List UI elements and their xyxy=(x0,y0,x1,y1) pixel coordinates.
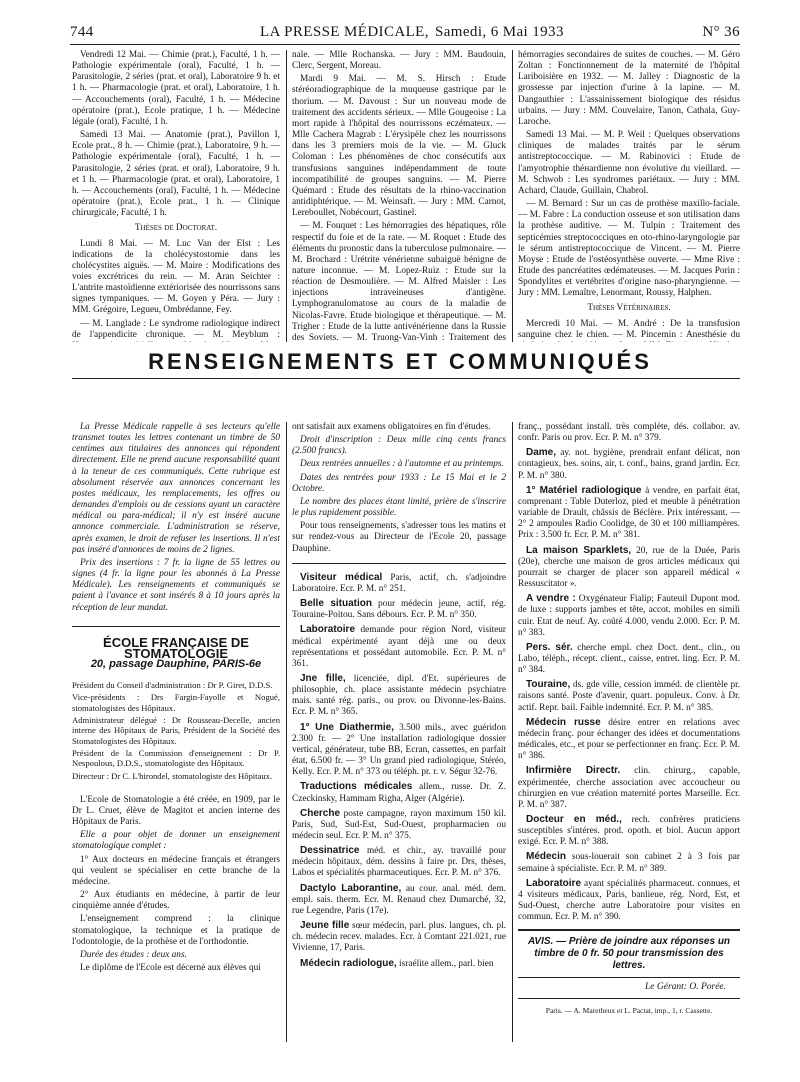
separator xyxy=(292,563,506,564)
classified-ad: 1° Une Diathermie, 3.500 mils., avec guéridon 2.300 fr. — 2° Une installation radiologique dossier vertical, générateur, tube BB, Ecran, cassettes, en parfait état, 6.500 fr. — 3° Un grand pied radiologique, Stéréo, Kelly. Ecr. P. M. n° 373 ou téléph. pr. r. v. Ségur 32-76. xyxy=(292,721,506,778)
classified-ad: Visiteur médical Paris, actif, ch. s'adjoindre Laboratoire. Ecr. P. M. n° 251. xyxy=(292,571,506,594)
running-header xyxy=(70,24,740,42)
school-paragraph: Dates des rentrées pour 1933 : Le 15 Mai et le 2 Octobre. xyxy=(292,472,506,494)
column-divider xyxy=(512,50,513,342)
separator xyxy=(72,626,280,627)
classified-ad: Laboratoire ayant spécialités pharmaceut. connues, et 4 visiteurs médicaux, Paris, banlieue, rég. Nord, Est, et Sud-Ouest, cherche autre Laboratoire pour visites en commun. Ecr. P. M. n° 390. xyxy=(518,877,740,923)
subsection-heading: Thèses de Doctorat. xyxy=(134,223,218,234)
classified-ad: Dessinatrice méd. et chir., ay. travaillé pour médecin hôpitaux, dém. dessins à faire pr. Drs, thèses, Labos et spécialités pharmaceutiques. Ecr. P. M. n° 376. xyxy=(292,845,506,879)
bottom-column-1 xyxy=(72,422,280,1042)
board-member: Président du Conseil d'administration : Dr P. Giret, D.D.S. xyxy=(72,680,273,691)
journal-title: LA PRESSE MÉDICALE, xyxy=(260,24,429,40)
school-paragraph: Durée des études : deux ans. xyxy=(80,949,187,960)
separator xyxy=(518,998,740,999)
classified-ad: Docteur en méd., rech. confrères praticiens susceptibles s'intéres. prod. opoth. et biol. Aucun apport exigé. Ecr. P. M. n° 388. xyxy=(518,814,740,848)
section-title: RENSEIGNEMENTS ET COMMUNIQUÉS xyxy=(148,349,652,374)
printer-imprint: Paris. — A. Maretheux et L. Pactat, imp., 1, r. Cassette. xyxy=(545,1005,713,1015)
separator xyxy=(518,977,740,978)
classified-ad: Médecin radiologue, israélite allem., parl. bien xyxy=(300,957,494,969)
school-paragraph: Elle a pour objet de donner un enseignement stomatologique complet : xyxy=(72,830,280,852)
bottom-column-3 xyxy=(518,422,740,1052)
exam-paragraph: Samedi 13 Mai. — Anatomie (prat.), Pavillon I, Ecole prat., 8 h. — Chimie (prat.), Laboratoire, 9 h. — Pathologie expérimentale (oral), Faculté, 1 h. — Parasitologie, 2 séries (prat. et oral), Laboratoire, 9 h. et 1 h. — Pharmacologie (prat. et oral), Laboratoire, 1 h. — Accouchements (oral), Faculté, 1 h. — Médecine opératoire (prat.), Ecole prat., 1 h. — Clinique chirurgicale, Faculté, 1 h. xyxy=(72,130,280,219)
managing-editor: Le Gérant: O. Porée. xyxy=(645,982,726,993)
header-rule xyxy=(70,44,740,45)
top-column-3 xyxy=(518,50,740,342)
classified-ad: A vendre : Oxygénateur Fialip; Fauteuil Dupont mod. de luxe : supports jambes et tête, accot. mobiles en simili cuir. Etat de neuf. Ay. coûté 4.000, vendu 2.000. Ecr. P. M. n° 383. xyxy=(518,593,740,638)
classified-ad: Dactylo Laborantine, au cour. anal. méd. dem. empl. sais. therm. Ecr. M. Renaud chez Dumarché, 32, rue Legendre, Paris (17e). xyxy=(292,882,506,916)
board-member: Administrateur délégué : Dr Rousseau-Decelle, ancien interne des Hôpitaux de Paris, Président de la Société des Stomatologistes des Hôpitaux. xyxy=(72,715,280,746)
school-title: ÉCOLE FRANÇAISE DE STOMATOLOGIE xyxy=(103,634,249,661)
avis-notice: AVIS. — Prière de joindre aux réponses un timbre de 0 fr. 50 pour transmission des lettres. xyxy=(527,936,731,972)
school-paragraph: ont satisfait aux examens obligatoires en fin d'études. xyxy=(292,422,491,432)
school-paragraph: 1° Aux docteurs en médecine français et étrangers qui veulent se spécialiser en cette branche de la médecine. xyxy=(72,854,280,887)
classified-ad: 1° Matériel radiologique à vendre, en parfait état, comprenant : Table Duterloz, pied et meuble à pénétration variable de Drault, châssis de Béclère. Prix intéressant. — 2° 2 ampoules Radio Coolidge, de 30 et 100 milliampères. Prix : 3.500 fr. Ecr. P. M. n° 381. xyxy=(518,484,740,541)
board-member: Directeur : Dr C. L'hirondel, stomatologiste des Hôpitaux. xyxy=(72,770,273,781)
classified-ad: Cherche poste campagne, rayon maximum 150 kil. Paris, Sud, Sud-Est, Sud-Ouest, propharmacien ou médecin seul. Ecr. P. M. n° 375. xyxy=(292,807,506,841)
classified-ad: Jeune fille sœur médecin, parl. plus. langues, ch. pl. ch. médecin recev. malades. Ecr. à Comtant 221.021, rue Vivienne, 17, Paris. xyxy=(292,920,506,954)
classified-ad: Infirmière Directr. clin. chirurg., capable, expérimentée, cherche association avec accoucheur ou chirurgien en vue création maternité portes Marseille. Ecr. P. M. n° 387. xyxy=(518,765,740,810)
classified-ad: Pers. sér. cherche empl. chez Doct. dent., clin., ou Labo, téléph., récept. client., caisse, entret. ling. Ecr. P. M. n° 384. xyxy=(518,641,740,676)
classified-ad: Touraine, ds. gde ville, cession imméd. de clientèle pr. raisons santé. Poste d'avenir, quart. populeux. Conv. à Dr. actif. Repr. bail. Faible indemnité. Ecr. P. M. n° 385. xyxy=(518,679,740,713)
top-column-1 xyxy=(72,50,280,342)
school-paragraph: L'enseignement comprend : la clinique stomatologique, la technique et la pratique de l'odontologie, de la prothèse et de l'orthodontie. xyxy=(72,914,280,947)
column-divider xyxy=(512,422,513,1042)
classified-ad: Dame, ay. not. hygiène, prendrait enfant délicat, non contagieux, bes. soins, air, t. conf., bains, grand jardin. Ecr. P. M. n° 380. xyxy=(518,447,740,481)
board-member: Président de la Commission d'enseignement : Dr P. Nespoulous, D.D.S., stomatologiste des Hôpitaux. xyxy=(72,747,280,769)
thesis-paragraph: — M. Langlade : Le syndrome radiologique indirect de l'appendicite chronique. — M. Meyblum : xyxy=(72,318,280,340)
classified-ad: franç., possédant install. très complète, dés. collabor. av. confr. Paris ou prov. Ecr. P. M. n° 379. xyxy=(518,422,740,444)
notice-paragraph: Prix des insertions : 7 fr. la ligne de 55 lettres ou signes (4 fr. la ligne pour les abonnés à La Presse Médicale). Les renseignements et communiqués se paient à l'avance et sont insérés 8 à 10 jours après la réception de leur mandat. xyxy=(72,557,280,613)
thesis-paragraph: hémorragies secondaires de suites de couches. — M. Géro Zoltan : Fonctionnement de la maternité de l'hôpital Lariboisière en 1932. — M. Jalley : Diagnostic de la grossesse par injection d'urine à la lapine. — M. Dangauthier : L'assainissement biologique des résidus urbains. — Jury : MM. Couvelaire, Tanon, Cathala, Guy-Laroche. xyxy=(518,50,740,127)
school-paragraph: Droit d'inscription : Deux mille cinq cents francs (2.500 francs). xyxy=(292,435,506,457)
classified-ad: Médecin sous-louerait son cabinet 2 à 3 fois par semaine à spécialiste. Ecr. P. M. n° 389. xyxy=(518,851,740,874)
issue-number: N° 36 xyxy=(702,24,740,40)
bottom-column-2 xyxy=(292,422,506,1042)
issue-date: Samedi, 6 Mai 1933 xyxy=(435,24,564,40)
thesis-paragraph: Samedi 13 Mai. — M. P. Weil : Quelques observations cliniques de malades traités par le sérum antistreptococcique. — M. Rabinovici : Etude de l'amyotrophie théнardienne non évolutive du vieillard. — M. Schwob : Les syndromes pariétaux. — Jury : MM. Achard, Claude, Guillain, Chabrol. xyxy=(518,130,740,196)
thesis-paragraph: — M. Bernard : Sur un cas de prothèse maxillo-faciale. — M. Fabre : La conduction osseuse et son utilisation dans la prothèse auditive. — M. Tulpin : Traitement des septicémies streptococciques en oto-rhino-laryngologie par le sérum antistreptococcique de Vincent. — M. Pierre Moyse : Etude de l'ostéosynthèse ouverte. — Mme Rive : Etude des pancréatites œdémateuses. — M. Jacques Porin : Spondylites et vertébrites d'origine naso-pharyngienne. — Jury : MM. Lemaître, Lenormant, Roussy, Halphen. xyxy=(518,199,740,299)
board-list xyxy=(72,680,280,781)
thesis-paragraph: nale. — Mlle Rochanska. — Jury : MM. Baudouin, Clerc, Sergent, Moreau. xyxy=(292,50,506,72)
school-paragraph: Le diplôme de l'Ecole est décerné aux élèves qui xyxy=(80,962,261,973)
section-rule xyxy=(72,378,740,379)
top-column-2 xyxy=(292,50,506,342)
board-member: Vice-présidents : Drs Fargin-Fayolle et Nogué, stomatologistes des Hôpitaux. xyxy=(72,692,280,713)
notice-paragraph: La Presse Médicale rappelle à ses lecteurs qu'elle transmet toutes les lettres contenant un timbre de 50 centimes aux titulaires des annonces qui répondent directement. Elle ne prend aucune responsabilité quant à la teneur de ces communiqués. Cette rubrique est absolument réservée aux annonces concernant les postes médicaux, les remplacements, les offres ou demandes d'emplois ou de cessions ayant un caractère médical ou para-médical; il n'y est inséré aucune annonce commerciale. L'administration se réserve, après examen, le droit de refuser les insertions. Il n'est pas inséré d'annonces de moins de 2 lignes. xyxy=(72,422,280,555)
thesis-paragraph: Mercredi 10 Mai. — M. André : De la transfusion sanguine chez le chien. — M. Pincemin : Anesthésie du xyxy=(518,318,740,340)
column-divider xyxy=(286,50,287,342)
subsection-heading: Thèses Vétérinaires. xyxy=(587,303,671,314)
school-paragraph: Le nombre des places étant limité, prière de s'inscrire le plus rapidement possible. xyxy=(292,496,506,519)
school-paragraph: 2° Aux étudiants en médecine, à partir de leur cinquième année d'études. xyxy=(72,890,280,912)
separator xyxy=(518,929,740,931)
classified-ad: Jne fille, licenciée, dipl. d'Et. supérieures de philosophie, ch. place assistante médecin psychiatre mais. santé rég. paris., ou prov. ou Divonne-les-Bains. Ecr. P. M. n° 365. xyxy=(292,672,506,718)
thesis-paragraph: — M. Fouquet : Les hémorragies des hépatiques, rôle respectif du foie et de la rate. — M. Roquet : Etude des éléments du pronostic dans la tuberculose pulmonaire. — M. Brochard : Urétrite vénérienne subaiguë bénigne de nature inconnue. — M. Lopez-Ruiz : Etude sur la réaction de Desmoulière. — M. Alfred Maisler : Les injections intraveineuses d'antigène. Lymphogranulomatose au cours de la maladie de Nicolas-Favre. Etude biologique et thérapeutique. — M. Trigher : Etude de la lutte antivénérienne dans la Russie des Soviets. — M. Truong-Van-Vinh : Traitement des xyxy=(292,221,506,342)
school-paragraph: Deux rentrées annuelles : à l'automne et au printemps. xyxy=(300,459,504,470)
column-divider xyxy=(286,422,287,1042)
school-paragraph: L'Ecole de Stomatologie a été créée, en 1909, par le Dr L. Cruet, élève de Magitot et ancien interne des Hôpitaux de Paris. xyxy=(72,794,280,828)
classified-ad: La maison Sparklets, 20, rue de la Duée, Paris (20e), cherche une maison de gros articles médicaux qui pourrait se charger de placer son appareil médical « Ressuscitator ». xyxy=(518,544,740,590)
page-number: 744 xyxy=(70,24,94,40)
classified-ad: Belle situation pour médecin jeune, actif, rég. Touraine-Poitou. Sans débours. Ecr. P. M. n° 350. xyxy=(292,598,506,621)
thesis-paragraph: Mardi 9 Mai. — M. S. Hirsch : Etude stéréoradiographique de la muqueuse gastrique par le thorium. — M. Davoust : Sur un nouveau mode de traitement des accidents sérieux. — Mlle Gougeoise : La mort rapide à l'hôpital des nourrissons eczémateux. — Mlle Cachera Magrab : L'érysipèle chez les nourrissons dans les 3 premiers mois de la vie. — M. Gluck Coloman : Les phénomènes de choc consécutifs aux transfusions sanguines indépendamment de toute incompatibilité de groupes sanguins. — M. Pierre Quémard : Etude des résultats de la rhino-vaccination antidiphtérique. — M. Weinsaft. — Jury : MM. Carnot, Lereboullet, Nobécourt, Gastinel. xyxy=(292,74,506,219)
classified-ad: Traductions médicales allem., russe. Dr. Z. Czeckinsky, Hammam Righa, Alger (Algérie). xyxy=(292,781,506,804)
thesis-paragraph: Lundi 8 Mai. — M. Luc Van der Elst : Les indications de la cholécystostomie dans les cholécystites aiguës. — M. Maire : Modifications des voies excrétrices du rein. — M. Aran Seichter : L'antrite mastoïdienne extériorisée des nourrissons sans signes tympaniques. — M. Goyen y Péra. — Jury : MM. Grégoire, Legueu, Ombrédanne, Fey. xyxy=(72,238,280,316)
classified-ad: Médecin russe désire entrer en relations avec médecin franç. pour échanger des idées et documentations médicales, etc., et pour se perfectionner en franç. Ecr. P. M. n° 386. xyxy=(518,716,740,762)
school-address: 20, passage Dauphine, PARIS-6e xyxy=(90,657,262,670)
classified-ad: Laboratoire demande pour région Nord, visiteur médical expérimenté ayant déjà une ou deux représentations et possédant automobile. Ecr. P. M. n° 361. xyxy=(292,624,506,669)
exam-paragraph: Vendredi 12 Mai. — Chimie (prat.), Faculté, 1 h. — Pathologie expérimentale (oral), Faculté, 1 h. — Parasitologie, 2 séries (prat. et oral), Laboratoire 9 h. et 1 h. — Pharmacologie (prat. et oral), Laboratoire, 1 h. — Accouchements (oral), Faculté, 1 h. — Médecine opératoire (prat.), Ecole pratique, 1 h. — Médecine légale (oral), Faculté, 1 h. xyxy=(72,50,280,127)
school-paragraph: Pour tous renseignements, s'adresser tous les matins et sur rendez-vous au Directeur de l'Ecole 20, passage Dauphine. xyxy=(292,521,506,554)
